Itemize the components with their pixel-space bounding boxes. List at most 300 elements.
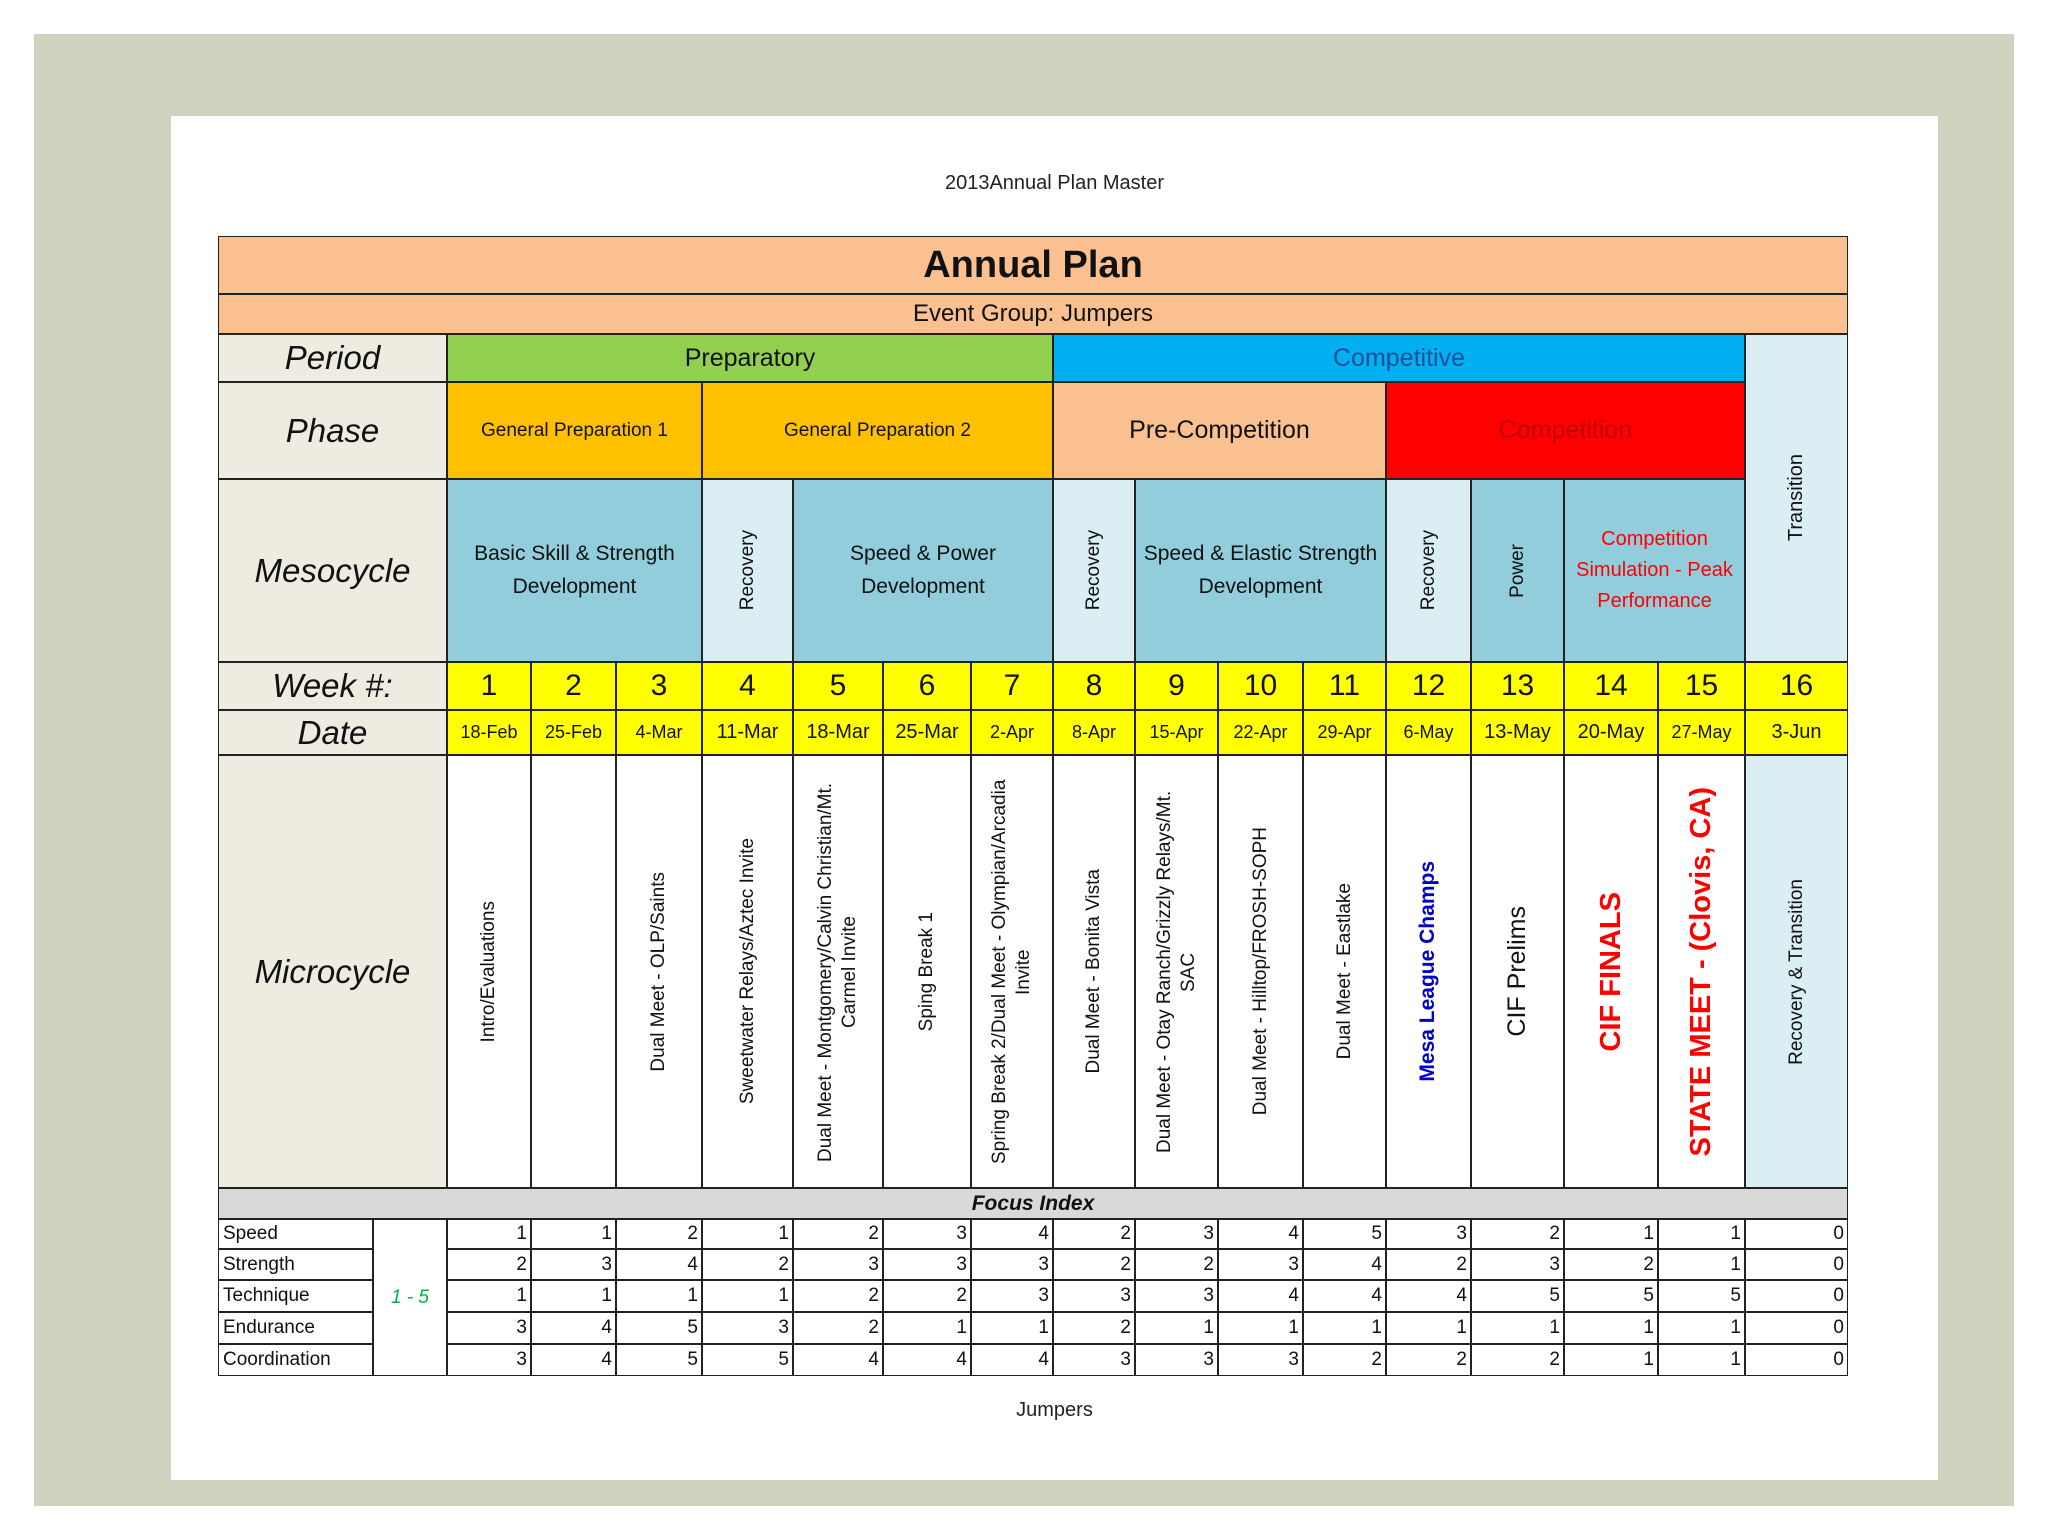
microcycle-9-text: Dual Meet - Otay Ranch/Grizzly Relays/Mt. SAC (1153, 790, 1199, 1153)
focus-value-text: 5 (1549, 1285, 1560, 1306)
focus-value (793, 1344, 883, 1376)
focus-value-text: 3 (1549, 1253, 1560, 1275)
period-transition (1745, 334, 1848, 662)
microcycle-1 (447, 755, 531, 1188)
week-15 (1658, 662, 1745, 710)
focus-value-text: 1 (1730, 1253, 1741, 1275)
microcycle-3 (616, 755, 702, 1188)
focus-value (1471, 1344, 1564, 1376)
label-microcycle (218, 755, 447, 1188)
focus-value-text: 1 (516, 1285, 527, 1306)
focus-value (1658, 1249, 1745, 1280)
focus-value-text: 3 (1288, 1349, 1299, 1370)
microcycle-9 (1135, 755, 1218, 1188)
focus-value (1053, 1280, 1135, 1312)
focus-value-text: 1 (1643, 1349, 1654, 1370)
focus-value-text: 2 (1371, 1349, 1382, 1370)
focus-value (883, 1344, 971, 1376)
focus-value-text: 2 (1203, 1253, 1214, 1275)
focus-value (1053, 1312, 1135, 1344)
date-9 (1135, 710, 1218, 755)
focus-value-text: 1 (1730, 1223, 1741, 1244)
mesocycle-recovery-2-text: Recovery (1083, 530, 1105, 611)
mesocycle-power-text: Power (1506, 543, 1528, 598)
date-3-text: 4-Mar (635, 722, 683, 742)
mesocycle-recovery-2 (1053, 479, 1135, 662)
week-11-text: 11 (1328, 669, 1361, 702)
week-5 (793, 662, 883, 710)
focus-value (793, 1249, 883, 1280)
date-8-text: 8-Apr (1071, 722, 1116, 742)
label-mesocycle (218, 479, 447, 662)
focus-value-text: 2 (1549, 1223, 1560, 1244)
focus-value-text: 0 (1833, 1223, 1844, 1244)
focus-value (1658, 1312, 1745, 1344)
week-12 (1386, 662, 1471, 710)
microcycle-3-text: Dual Meet - OLP/Saints (648, 871, 670, 1072)
focus-value-text: 4 (1456, 1285, 1467, 1306)
mesocycle-speed-power (793, 479, 1053, 662)
mesocycle-competition-simulation-text: Competition Simulation - Peak Performance (1576, 528, 1733, 612)
focus-value (883, 1312, 971, 1344)
focus-value (1386, 1312, 1471, 1344)
focus-value-text: 2 (1456, 1349, 1467, 1370)
week-2 (531, 662, 616, 710)
focus-value-text: 2 (868, 1223, 879, 1244)
focus-value-text: 3 (1203, 1285, 1214, 1306)
microcycle-6 (883, 755, 971, 1188)
label-phase-text: Phase (285, 411, 380, 449)
focus-value (1135, 1280, 1218, 1312)
focus-value-text: 1 (1371, 1317, 1382, 1338)
focus-value (702, 1344, 793, 1376)
focus-row-coordination-label (218, 1344, 373, 1376)
focus-value (616, 1249, 702, 1280)
focus-value-text: 0 (1833, 1349, 1844, 1370)
week-8 (1053, 662, 1135, 710)
focus-value-text: 3 (1120, 1285, 1131, 1306)
phase-general-prep-1-text: General Preparation 1 (481, 419, 668, 441)
date-1 (447, 710, 531, 755)
label-week (218, 662, 447, 710)
focus-value (1135, 1219, 1218, 1249)
date-16-text: 3-Jun (1771, 721, 1822, 743)
focus-value-text: 4 (956, 1349, 967, 1370)
mesocycle-recovery-3 (1386, 479, 1471, 662)
mesocycle-competition-simulation (1564, 479, 1745, 662)
focus-row-endurance-label (218, 1312, 373, 1344)
title-banner (218, 236, 1848, 294)
focus-value (1745, 1312, 1848, 1344)
focus-value-text: 4 (687, 1253, 698, 1275)
focus-value-text: 3 (516, 1349, 527, 1370)
focus-value-text: 5 (687, 1317, 698, 1338)
phase-general-prep-2 (702, 382, 1053, 479)
focus-value (1218, 1249, 1303, 1280)
focus-value-text: 2 (1643, 1253, 1654, 1275)
focus-scale-text: 1 - 5 (390, 1286, 430, 1308)
date-13-text: 13-May (1484, 721, 1551, 743)
focus-row-strength-label (218, 1249, 373, 1280)
focus-value (1303, 1344, 1386, 1376)
focus-value-text: 2 (1549, 1349, 1560, 1370)
microcycle-5 (793, 755, 883, 1188)
focus-value (1386, 1344, 1471, 1376)
focus-value-text: 2 (868, 1285, 879, 1306)
focus-value-text: 1 (1730, 1317, 1741, 1338)
focus-value (971, 1280, 1053, 1312)
mesocycle-speed-power-text: Speed & Power Development (850, 541, 996, 598)
focus-value-text: 5 (1371, 1223, 1382, 1244)
focus-value (883, 1280, 971, 1312)
focus-value (971, 1219, 1053, 1249)
date-14-text: 20-May (1577, 721, 1645, 743)
focus-value (531, 1344, 616, 1376)
focus-value-text: 1 (1203, 1317, 1214, 1338)
page-frame (34, 34, 2014, 1506)
focus-value (1135, 1312, 1218, 1344)
focus-value-text: 1 (1730, 1349, 1741, 1370)
focus-value-text: 0 (1833, 1317, 1844, 1338)
week-10 (1218, 662, 1303, 710)
date-4-text: 11-Mar (716, 721, 779, 743)
focus-value-text: 1 (778, 1285, 789, 1306)
focus-value-text: 5 (1643, 1285, 1654, 1306)
week-8-text: 8 (1085, 669, 1103, 702)
microcycle-1-text: Intro/Evaluations (478, 900, 500, 1043)
focus-value-text: 3 (516, 1317, 527, 1338)
focus-value-text: 5 (687, 1349, 698, 1370)
focus-value-text: 1 (778, 1223, 789, 1244)
date-8 (1053, 710, 1135, 755)
period-preparatory-text: Preparatory (684, 343, 816, 372)
focus-value (1218, 1344, 1303, 1376)
phase-competition (1386, 382, 1745, 479)
focus-value (1658, 1219, 1745, 1249)
focus-value (531, 1312, 616, 1344)
focus-value-text: 4 (1371, 1253, 1382, 1275)
focus-value (447, 1312, 531, 1344)
focus-value (971, 1312, 1053, 1344)
microcycle-13 (1471, 755, 1564, 1188)
phase-general-prep-2-text: General Preparation 2 (784, 419, 971, 441)
focus-value-text: 3 (1203, 1223, 1214, 1244)
focus-value (1303, 1280, 1386, 1312)
focus-value-text: 3 (956, 1223, 967, 1244)
focus-value (1745, 1219, 1848, 1249)
date-2-text: 25-Feb (544, 722, 603, 742)
date-7 (971, 710, 1053, 755)
focus-value (1053, 1219, 1135, 1249)
microcycle-6-text: Sping Break 1 (916, 911, 938, 1032)
focus-value (971, 1249, 1053, 1280)
focus-value-text: 1 (601, 1285, 612, 1306)
date-4 (702, 710, 793, 755)
focus-row-endurance-label-text: Endurance (223, 1317, 315, 1338)
week-7 (971, 662, 1053, 710)
focus-value (971, 1344, 1053, 1376)
microcycle-8 (1053, 755, 1135, 1188)
microcycle-14-text: CIF FINALS (1594, 891, 1627, 1052)
focus-value (447, 1219, 531, 1249)
focus-value (1218, 1280, 1303, 1312)
week-4 (702, 662, 793, 710)
date-5-text: 18-Mar (806, 721, 870, 743)
date-12-text: 6-May (1403, 722, 1454, 742)
focus-value-text: 3 (1203, 1349, 1214, 1370)
focus-value-text: 4 (868, 1349, 879, 1370)
microcycle-16-text: Recovery & Transition (1785, 878, 1807, 1065)
focus-value-text: 2 (1456, 1253, 1467, 1275)
date-11-text: 29-Apr (1317, 722, 1372, 742)
microcycle-5-text: Dual Meet - Montgomery/Calvin Christian/Mt. Carmel Invite (815, 781, 860, 1162)
focus-value-text: 1 (956, 1317, 967, 1338)
focus-value-text: 3 (601, 1253, 612, 1275)
mesocycle-speed-elastic-text: Speed & Elastic Strength Development (1143, 541, 1378, 598)
week-14 (1564, 662, 1658, 710)
focus-value-text: 3 (868, 1253, 879, 1275)
date-15-text: 27-May (1671, 722, 1732, 742)
focus-value (1053, 1249, 1135, 1280)
mesocycle-power (1471, 479, 1564, 662)
annual-plan-table (218, 236, 1848, 1370)
focus-value (702, 1249, 793, 1280)
microcycle-10 (1218, 755, 1303, 1188)
focus-value (616, 1344, 702, 1376)
label-microcycle-text: Microcycle (254, 952, 411, 990)
phase-pre-competition (1053, 382, 1386, 479)
microcycle-4-text: Sweetwater Relays/Aztec Invite (736, 838, 758, 1105)
focus-value (1564, 1344, 1658, 1376)
event-group-banner-text: Event Group: Jumpers (912, 300, 1154, 327)
document-sheet (171, 116, 1938, 1480)
week-4-text: 4 (739, 669, 756, 702)
week-14-text: 14 (1594, 669, 1628, 702)
date-1-text: 18-Feb (460, 722, 518, 742)
focus-value-text: 2 (868, 1317, 879, 1338)
focus-row-strength-label-text: Strength (223, 1253, 295, 1275)
focus-value (1745, 1344, 1848, 1376)
focus-value (1745, 1280, 1848, 1312)
label-period (218, 334, 447, 382)
week-11 (1303, 662, 1386, 710)
mesocycle-recovery-1-text: Recovery (736, 530, 758, 611)
date-10 (1218, 710, 1303, 755)
focus-value (793, 1312, 883, 1344)
focus-value (616, 1312, 702, 1344)
focus-value-text: 1 (1643, 1317, 1654, 1338)
date-6-text: 25-Mar (895, 721, 959, 743)
focus-value-text: 4 (1288, 1285, 1299, 1306)
week-12-text: 12 (1411, 669, 1446, 702)
focus-value-text: 2 (687, 1223, 698, 1244)
focus-value (1218, 1219, 1303, 1249)
date-15 (1658, 710, 1745, 755)
label-date-text: Date (297, 713, 368, 751)
focus-value (1135, 1249, 1218, 1280)
week-16-text: 16 (1779, 669, 1814, 702)
microcycle-11-text: Dual Meet - Eastlake (1333, 883, 1355, 1060)
mesocycle-speed-elastic (1135, 479, 1386, 662)
week-3 (616, 662, 702, 710)
week-6-text: 6 (918, 669, 936, 702)
week-1-text: 1 (480, 669, 498, 702)
mesocycle-basic-skill (447, 479, 702, 662)
week-9 (1135, 662, 1218, 710)
date-6 (883, 710, 971, 755)
focus-value-text: 2 (1120, 1317, 1131, 1338)
microcycle-8-text: Dual Meet - Bonita Vista (1083, 869, 1105, 1074)
microcycle-12-text: Mesa League Champs (1416, 861, 1440, 1082)
focus-value (883, 1249, 971, 1280)
date-5 (793, 710, 883, 755)
focus-value (1303, 1219, 1386, 1249)
focus-row-speed-label-text: Speed (223, 1223, 278, 1244)
date-13 (1471, 710, 1564, 755)
document-footer: Jumpers (1016, 1399, 1093, 1421)
phase-competition-text: Competition (1498, 416, 1633, 444)
focus-value (1386, 1219, 1471, 1249)
focus-value-text: 1 (601, 1223, 612, 1244)
microcycle-14 (1564, 755, 1658, 1188)
focus-value (447, 1344, 531, 1376)
focus-value-text: 1 (1038, 1317, 1049, 1338)
focus-value-text: 0 (1833, 1253, 1844, 1275)
focus-value-text: 3 (1456, 1223, 1467, 1244)
focus-value (1564, 1219, 1658, 1249)
focus-value-text: 4 (601, 1349, 612, 1370)
focus-value (1658, 1280, 1745, 1312)
focus-value (1471, 1249, 1564, 1280)
focus-value-text: 1 (1288, 1317, 1299, 1338)
microcycle-16 (1745, 755, 1848, 1188)
focus-value-text: 2 (778, 1253, 789, 1275)
week-13-text: 13 (1500, 669, 1535, 702)
focus-value-text: 3 (1038, 1253, 1049, 1275)
date-14 (1564, 710, 1658, 755)
focus-value (531, 1219, 616, 1249)
focus-scale (373, 1219, 447, 1376)
date-2 (531, 710, 616, 755)
focus-value-text: 3 (1120, 1349, 1131, 1370)
focus-value (1564, 1312, 1658, 1344)
microcycle-7 (971, 755, 1053, 1188)
document-header: 2013Annual Plan Master (944, 172, 1165, 194)
focus-value-text: 1 (1643, 1223, 1654, 1244)
focus-value (1658, 1344, 1745, 1376)
focus-value (531, 1249, 616, 1280)
focus-value-text: 3 (1288, 1253, 1299, 1275)
period-competitive-text: Competitive (1333, 343, 1465, 372)
week-16 (1745, 662, 1848, 710)
focus-value (883, 1219, 971, 1249)
focus-value (616, 1219, 702, 1249)
week-7-text: 7 (1003, 669, 1021, 702)
week-10-text: 10 (1243, 669, 1278, 702)
focus-value-text: 5 (778, 1349, 789, 1370)
focus-value (447, 1249, 531, 1280)
focus-value-text: 3 (1038, 1285, 1049, 1306)
focus-value-text: 2 (516, 1253, 527, 1275)
focus-row-technique-label-text: Technique (223, 1285, 310, 1306)
focus-row-technique-label (218, 1280, 373, 1312)
focus-row-coordination-label-text: Coordination (223, 1349, 331, 1370)
focus-index-header-text: Focus Index (971, 1191, 1095, 1215)
event-group-banner (218, 294, 1848, 334)
title-banner-text: Annual Plan (923, 243, 1143, 286)
week-5-text: 5 (829, 669, 847, 702)
period-competitive (1053, 334, 1745, 382)
focus-value-text: 4 (1038, 1349, 1049, 1370)
focus-value-text: 1 (516, 1223, 527, 1244)
focus-value (1135, 1344, 1218, 1376)
focus-value-text: 1 (1456, 1317, 1467, 1338)
microcycle-4 (702, 755, 793, 1188)
focus-row-speed-label (218, 1219, 373, 1249)
mesocycle-recovery-3-text: Recovery (1417, 530, 1439, 611)
focus-value-text: 4 (601, 1317, 612, 1338)
date-3 (616, 710, 702, 755)
phase-pre-competition-text: Pre-Competition (1129, 416, 1310, 444)
focus-value-text: 5 (1730, 1285, 1741, 1306)
date-10-text: 22-Apr (1233, 722, 1288, 742)
label-date (218, 710, 447, 755)
date-12 (1386, 710, 1471, 755)
focus-value (1564, 1280, 1658, 1312)
focus-value-text: 2 (1120, 1223, 1131, 1244)
focus-value (702, 1219, 793, 1249)
focus-value (1471, 1280, 1564, 1312)
focus-value (702, 1312, 793, 1344)
period-transition-text: Transition (1785, 454, 1807, 542)
focus-value (1303, 1249, 1386, 1280)
mesocycle-recovery-1 (702, 479, 793, 662)
mesocycle-basic-skill-text: Basic Skill & Strength Development (474, 541, 675, 598)
microcycle-12 (1386, 755, 1471, 1188)
focus-value (1386, 1280, 1471, 1312)
focus-value (1218, 1312, 1303, 1344)
microcycle-7-text: Spring Break 2/Dual Meet - Olympian/Arcadia Invite (989, 779, 1034, 1164)
label-mesocycle-text: Mesocycle (254, 551, 411, 589)
week-3-text: 3 (650, 669, 668, 702)
focus-value-text: 4 (1371, 1285, 1382, 1306)
focus-value (1053, 1344, 1135, 1376)
focus-value (1303, 1312, 1386, 1344)
date-16 (1745, 710, 1848, 755)
focus-value-text: 4 (1288, 1223, 1299, 1244)
week-1 (447, 662, 531, 710)
focus-value-text: 2 (1120, 1253, 1131, 1275)
period-preparatory (447, 334, 1053, 382)
focus-value-text: 4 (1038, 1223, 1049, 1244)
date-9-text: 15-Apr (1149, 722, 1204, 742)
focus-index-header (218, 1188, 1848, 1219)
focus-value-text: 1 (687, 1285, 698, 1306)
date-11 (1303, 710, 1386, 755)
label-week-text: Week #: (272, 667, 393, 704)
focus-value (793, 1219, 883, 1249)
microcycle-11 (1303, 755, 1386, 1188)
focus-value (1745, 1249, 1848, 1280)
microcycle-15-text: STATE MEET - (Clovis, CA) (1685, 786, 1718, 1157)
focus-value-text: 0 (1833, 1285, 1844, 1306)
focus-value (447, 1280, 531, 1312)
focus-value (793, 1280, 883, 1312)
phase-general-prep-1 (447, 382, 702, 479)
focus-value-text: 1 (1549, 1317, 1560, 1338)
week-9-text: 9 (1168, 669, 1185, 702)
focus-value (1471, 1312, 1564, 1344)
